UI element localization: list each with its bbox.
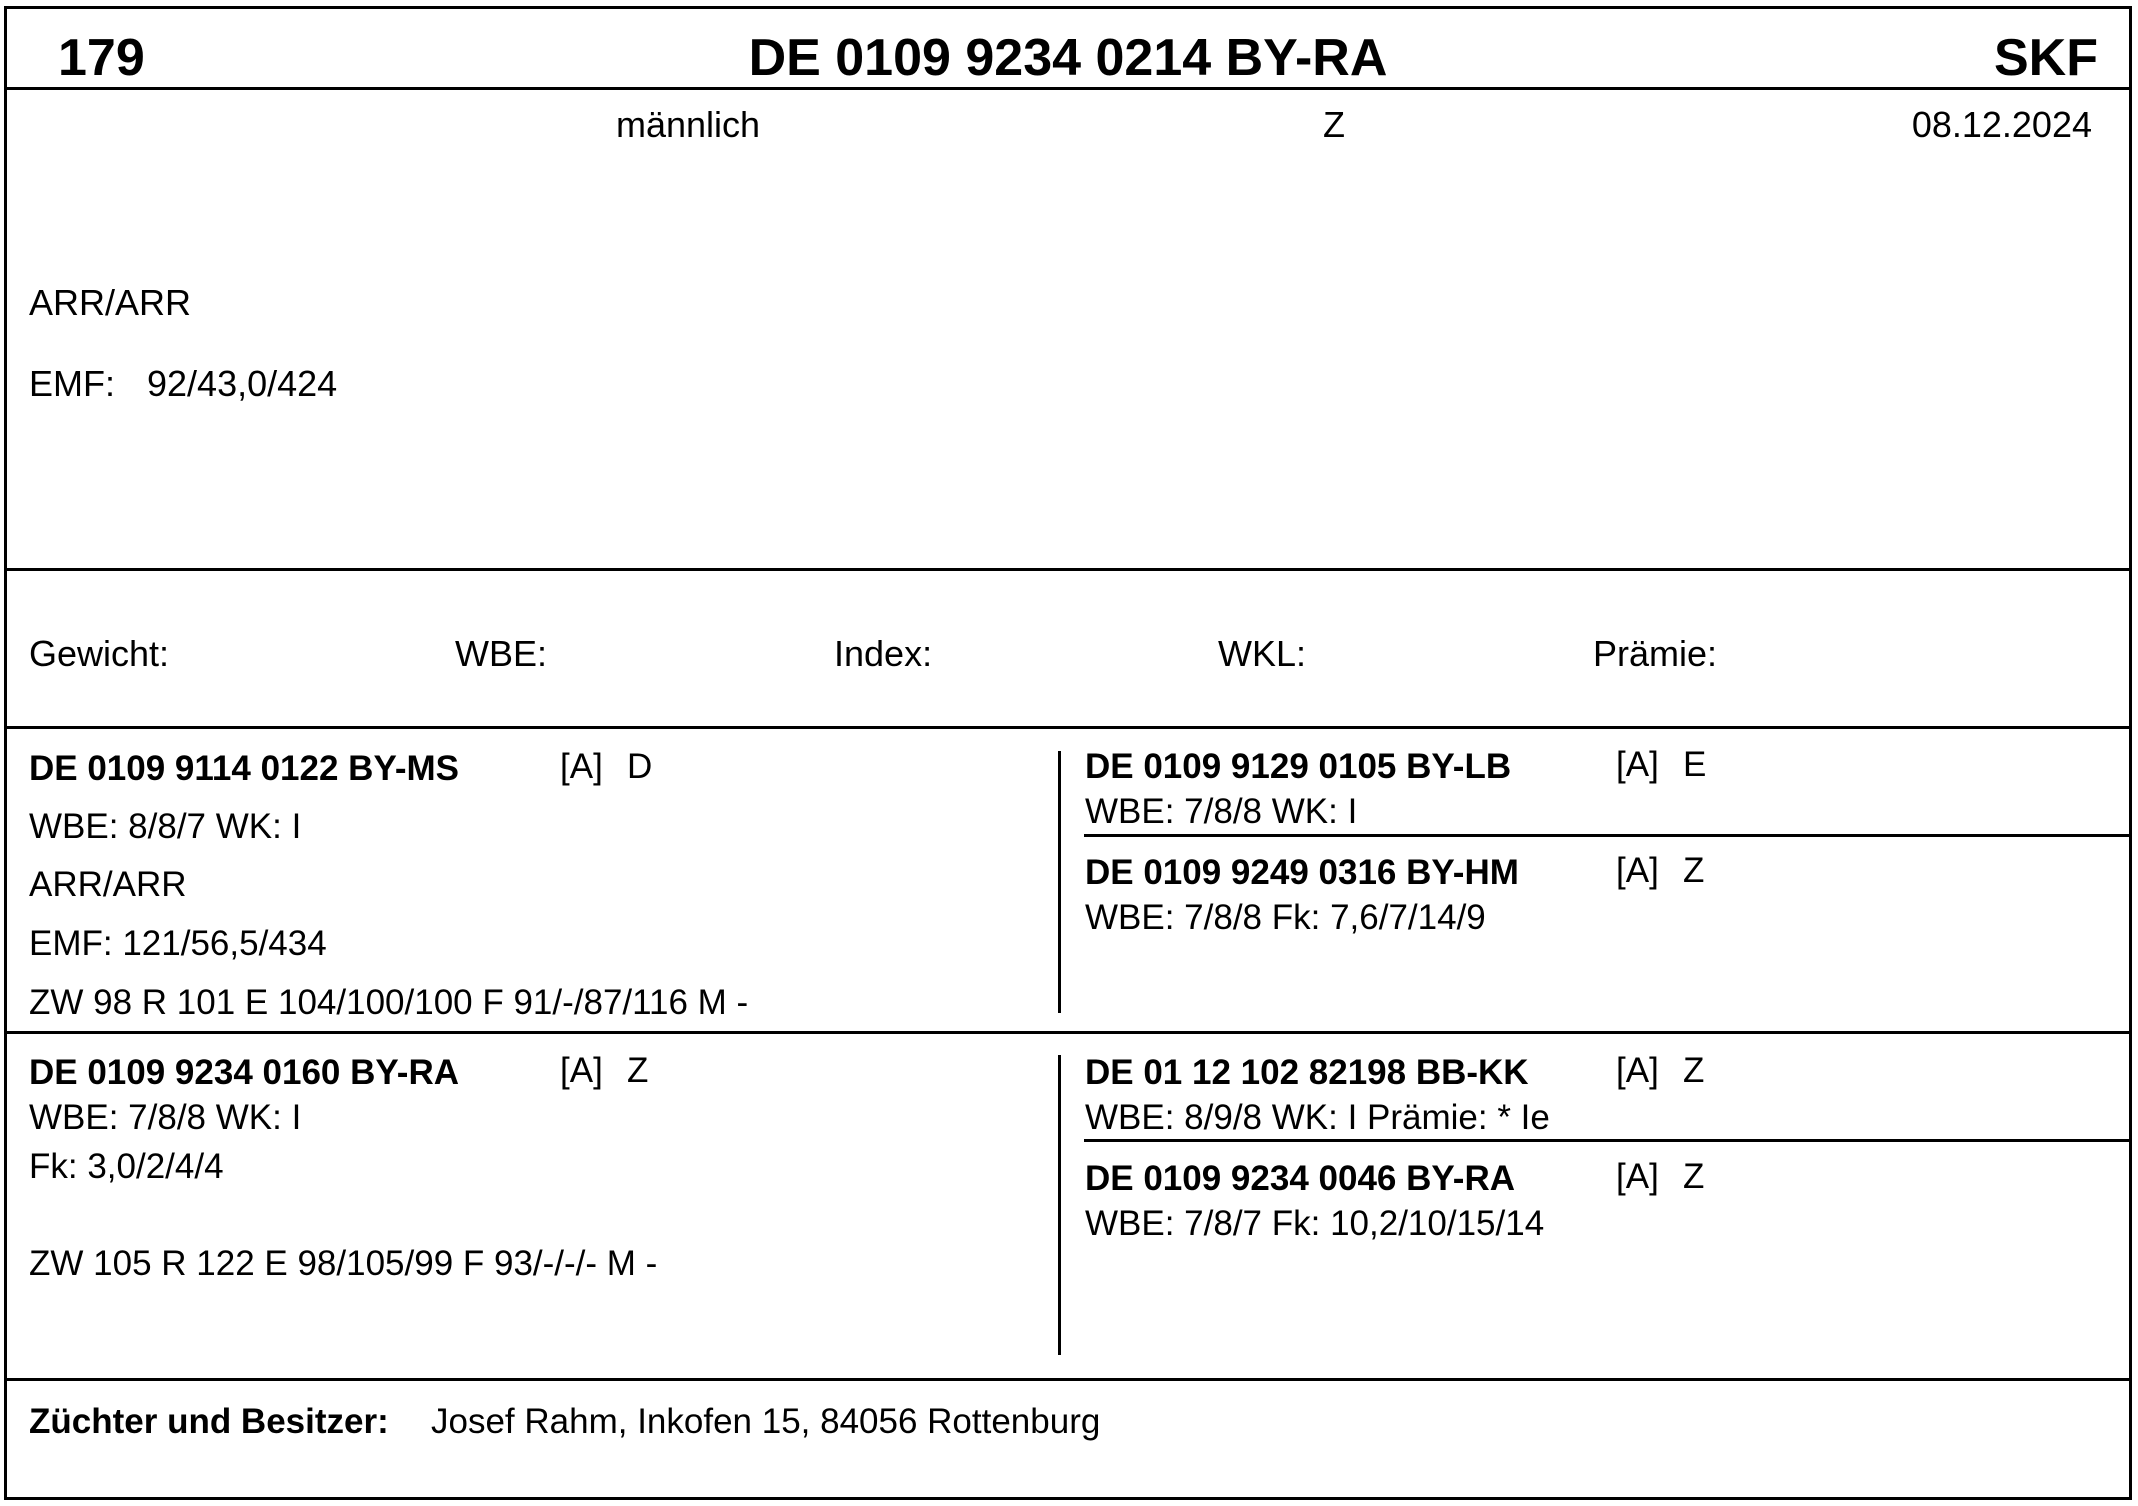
sire-dam-letter: Z <box>1683 851 1705 890</box>
sire-line: ZW 98 R 101 E 104/100/100 F 91/-/87/116 M - <box>29 983 749 1022</box>
header-divider <box>7 87 2129 90</box>
sire-id: DE 0109 9114 0122 BY-MS <box>29 749 460 788</box>
catalog-number: 179 <box>58 29 145 87</box>
dam-tag: [A] <box>560 1051 603 1090</box>
dam-line: WBE: 7/8/8 WK: I <box>29 1098 302 1137</box>
dam-sub-divider <box>1084 1139 2129 1142</box>
sire-dam-id: DE 0109 9249 0316 BY-HM <box>1085 853 1519 892</box>
sire-sire-line: WBE: 7/8/8 WK: I <box>1085 792 1358 831</box>
sire-letter: D <box>627 747 653 786</box>
dam-dam-letter: Z <box>1683 1157 1705 1196</box>
sire-sub-divider <box>1084 834 2129 837</box>
emf-value: 92/43,0/424 <box>147 363 338 404</box>
emf-label: EMF: <box>29 363 115 404</box>
dam-line: ZW 105 R 122 E 98/105/99 F 93/-/-/- M - <box>29 1244 658 1283</box>
genotype: ARR/ARR <box>29 282 192 323</box>
weight-label: Gewicht: <box>29 633 170 674</box>
sire-line: ARR/ARR <box>29 865 187 904</box>
footer-divider <box>7 1378 2129 1381</box>
dam-id: DE 0109 9234 0160 BY-RA <box>29 1053 459 1092</box>
sire-sire-tag: [A] <box>1616 745 1659 784</box>
sex: männlich <box>616 104 761 145</box>
dam-letter: Z <box>627 1051 649 1090</box>
premium-label: Prämie: <box>1593 633 1718 674</box>
sire-dam-line: WBE: 7/8/8 Fk: 7,6/7/14/9 <box>1085 898 1486 937</box>
sire-line: EMF: 121/56,5/434 <box>29 924 327 963</box>
sire-sire-id: DE 0109 9129 0105 BY-LB <box>1085 747 1512 786</box>
dam-dam-id: DE 0109 9234 0046 BY-RA <box>1085 1159 1515 1198</box>
sire-line: WBE: 8/8/7 WK: I <box>29 807 302 846</box>
dam-sire-tag: [A] <box>1616 1051 1659 1090</box>
date: 08.12.2024 <box>1911 104 2092 145</box>
dam-column-divider <box>1058 1055 1061 1355</box>
dam-line: Fk: 3,0/2/4/4 <box>29 1147 224 1186</box>
ring-id: DE 0109 9234 0214 BY-RA <box>748 29 1388 87</box>
breeder-label: Züchter und Besitzer: <box>29 1402 389 1441</box>
dam-sire-id: DE 01 12 102 82198 BB-KK <box>1085 1053 1529 1092</box>
sire-sire-letter: E <box>1683 745 1707 784</box>
sire-dam-tag: [A] <box>1616 851 1659 890</box>
dam-sire-line: WBE: 8/9/8 WK: I Prämie: * Ie <box>1085 1098 1550 1137</box>
dam-dam-line: WBE: 7/8/7 Fk: 10,2/10/15/14 <box>1085 1204 1545 1243</box>
breeder-value: Josef Rahm, Inkofen 15, 84056 Rottenburg <box>431 1402 1101 1441</box>
dam-sire-letter: Z <box>1683 1051 1705 1090</box>
ratings-divider <box>7 726 2129 729</box>
pedigree-card <box>4 6 2132 1500</box>
line-letter: Z <box>1323 104 1345 145</box>
ancestry-divider <box>7 1031 2129 1034</box>
dam-dam-tag: [A] <box>1616 1157 1659 1196</box>
info-divider <box>7 568 2129 571</box>
index-label: Index: <box>834 633 933 674</box>
sire-column-divider <box>1058 751 1061 1013</box>
sire-tag: [A] <box>560 747 603 786</box>
wbe-label: WBE: <box>455 633 548 674</box>
wkl-label: WKL: <box>1218 633 1307 674</box>
breed-code: SKF <box>1994 29 2098 87</box>
